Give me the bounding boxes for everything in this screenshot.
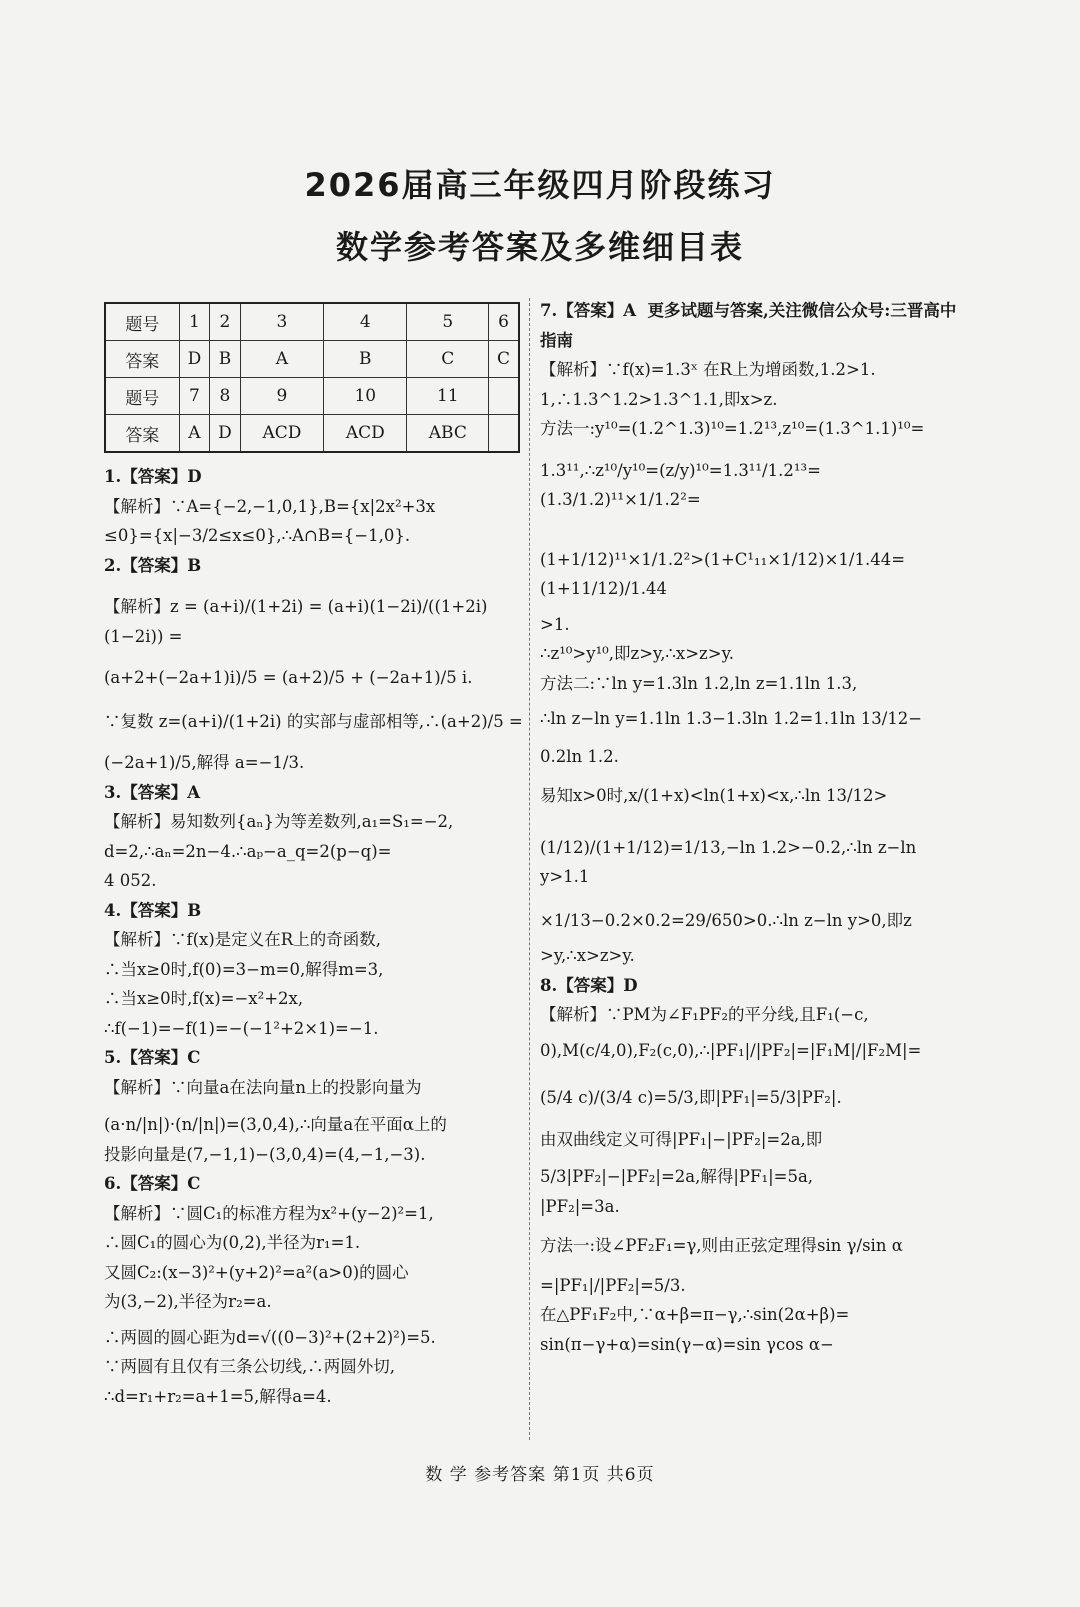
solution-line: ∴ln z−ln y=1.1ln 1.3−1.3ln 1.2=1.1ln 13/12−	[540, 709, 923, 728]
solution-line: ∴z¹⁰>y¹⁰,即z>y,∴x>z>y.	[540, 644, 734, 663]
answer-table-cell: 10	[324, 378, 407, 415]
answer-table-row-header: 答案	[105, 341, 179, 378]
answer-table-cell	[489, 378, 519, 415]
solution-line: (−2a+1)/5,解得 a=−1/3.	[104, 753, 305, 772]
answer-table-cell: A	[179, 415, 210, 453]
solution-line: =|PF₁|/|PF₂|=5/3.	[540, 1275, 686, 1295]
right-column	[540, 296, 970, 1359]
solution-line: 在△PF₁F₂中,∵α+β=π−γ,∴sin(2α+β)=	[540, 1305, 850, 1324]
solution-line: 方法一:设∠PF₂F₁=γ,则由正弦定理得sin γ/sin α	[540, 1236, 903, 1255]
answer-table-cell: C	[407, 341, 489, 378]
solution-line: d=2,∴aₙ=2n−4.∴aₚ−a_q=2(p−q)=	[104, 841, 392, 861]
answer-table-cell: 3	[240, 303, 323, 341]
answer-table	[104, 302, 520, 453]
solution-line: >1.	[540, 614, 570, 634]
question-answer-heading: 5.【答案】C	[104, 1048, 201, 1067]
answer-table-cell: D	[179, 341, 210, 378]
solution-line: 0.2ln 1.2.	[540, 746, 619, 766]
answer-table-cell: B	[324, 341, 407, 378]
answer-table-cell: 1	[179, 303, 210, 341]
answer-table-cell: 11	[407, 378, 489, 415]
answer-table-cell: A	[240, 341, 323, 378]
solution-line: 方法一:y¹⁰=(1.2^1.3)¹⁰=1.2¹³,z¹⁰=(1.3^1.1)¹⁰=	[540, 419, 925, 438]
question-answer-heading: 4.【答案】B	[104, 900, 202, 920]
solution-line: ∵复数 z=(a+i)/(1+2i) 的实部与虚部相等,∴(a+2)/5 =	[104, 711, 523, 731]
solution-line: ∵两圆有且仅有三条公切线,∴两圆外切,	[104, 1357, 395, 1376]
page-title: 2026届高三年级四月阶段练习	[304, 166, 776, 204]
solution-line: 1.3¹¹,∴z¹⁰/y¹⁰=(z/y)¹⁰=1.3¹¹/1.2¹³=(1.3/1.2)¹¹×1/1.2²=	[540, 460, 821, 509]
solution-line: 4 052.	[104, 871, 157, 890]
answer-table-cell: C	[489, 341, 519, 378]
solution-line: |PF₂|=3a.	[540, 1196, 620, 1216]
solution-line: ∴f(−1)=−f(1)=−(−1²+2×1)=−1.	[104, 1018, 379, 1038]
question-answer-heading: 3.【答案】A	[104, 782, 201, 802]
answer-table-cell: B	[210, 341, 241, 378]
solution-line: 由双曲线定义可得|PF₁|−|PF₂|=2a,即	[540, 1129, 823, 1149]
solution-line: ≤0}={x|−3/2≤x≤0},∴A∩B={−1,0}.	[104, 526, 411, 545]
answer-table-cell: 5	[407, 303, 489, 341]
question-answer-heading: 6.【答案】C	[104, 1174, 201, 1193]
answer-table-row-header: 题号	[105, 378, 179, 415]
solution-line: ∴d=r₁+r₂=a+1=5,解得a=4.	[104, 1386, 332, 1406]
solution-line: 【解析】∵f(x)是定义在R上的奇函数,	[104, 930, 381, 949]
answer-table-cell: 6	[489, 303, 519, 341]
solution-line: 0),M(c/4,0),F₂(c,0),∴|PF₁|/|PF₂|=|F₁M|/|F₂M|=	[540, 1040, 922, 1060]
solution-line: ∴当x≥0时,f(0)=3−m=0,解得m=3,	[104, 959, 384, 979]
answer-table-row	[105, 415, 519, 453]
solution-line: ×1/13−0.2×0.2=29/650>0.∴ln z−ln y>0,即z	[540, 910, 912, 930]
question-answer-heading: 1.【答案】D	[104, 467, 202, 486]
solution-line: ∴两圆的圆心距为d=√((0−3)²+(2+2)²)=5.	[104, 1327, 436, 1347]
answer-table-row	[105, 303, 519, 341]
solution-line: 5/3|PF₂|−|PF₂|=2a,解得|PF₁|=5a,	[540, 1167, 814, 1186]
solution-line: 【解析】z = (a+i)/(1+2i) = (a+i)(1−2i)/((1+2i)(1−2i)) =	[104, 597, 488, 646]
solution-line: 【解析】∵圆C₁的标准方程为x²+(y−2)²=1,	[104, 1203, 434, 1223]
question-answer-heading: 8.【答案】D	[540, 975, 638, 995]
question-answer-heading: 2.【答案】B	[104, 555, 202, 575]
solution-line: sin(π−γ+α)=sin(γ−α)=sin γcos α−	[540, 1334, 834, 1354]
solution-line: (1/12)/(1+1/12)=1/13,−ln 1.2>−0.2,∴ln z−ln y>1.1	[540, 837, 922, 886]
solution-line: (a+2+(−2a+1)i)/5 = (a+2)/5 + (−2a+1)/5 i.	[104, 668, 473, 687]
solution-line: 【解析】∵PM为∠F₁PF₂的平分线,且F₁(−c,	[540, 1005, 869, 1024]
solution-line: 【解析】易知数列{aₙ}为等差数列,a₁=S₁=−2,	[104, 812, 454, 831]
answer-table-cell: 9	[240, 378, 323, 415]
answer-table-row-header: 题号	[105, 303, 179, 341]
solution-line: 1,∴1.3^1.2>1.3^1.1,即x>z.	[540, 389, 778, 409]
solution-line: ∴圆C₁的圆心为(0,2),半径为r₁=1.	[104, 1233, 361, 1252]
solution-line: ∴当x≥0时,f(x)=−x²+2x,	[104, 989, 304, 1008]
answer-table-cell: 2	[210, 303, 241, 341]
solution-line: (5/4 c)/(3/4 c)=5/3,即|PF₁|=5/3|PF₂|.	[540, 1088, 842, 1107]
answer-table-cell: 7	[179, 378, 210, 415]
solution-line: (1+1/12)¹¹×1/1.2²>(1+C¹₁₁×1/12)×1/1.44=(1+11/12)/1.44	[540, 549, 906, 598]
answer-table-cell: D	[210, 415, 241, 453]
solution-line: 【解析】∵A={−2,−1,0,1},B={x|2x²+3x	[104, 496, 436, 516]
question-answer-heading: 7.【答案】A 更多试题与答案,关注微信公众号:三晋高中指南	[540, 301, 957, 350]
solution-line: (a·n/|n|)·(n/|n|)=(3,0,4),∴向量a在平面α上的	[104, 1115, 447, 1134]
solution-line: 【解析】∵f(x)=1.3ˣ 在R上为增函数,1.2>1.	[540, 360, 876, 379]
answer-table-cell	[489, 415, 519, 453]
solution-line: 【解析】∵向量a在法向量n上的投影向量为	[104, 1077, 422, 1097]
answer-table-cell: 8	[210, 378, 241, 415]
answer-table-cell: ACD	[324, 415, 407, 453]
solution-line: 又圆C₂:(x−3)²+(y+2)²=a²(a>0)的圆心	[104, 1262, 409, 1282]
answer-table-cell: 4	[324, 303, 407, 341]
solution-line: 方法二:∵ln y=1.3ln 1.2,ln z=1.1ln 1.3,	[540, 673, 858, 693]
solution-line: >y,∴x>z>y.	[540, 946, 635, 965]
page-subtitle: 数学参考答案及多维细目表	[335, 228, 744, 266]
solution-line: 易知x>0时,x/(1+x)<ln(1+x)<x,∴ln 13/12>	[540, 786, 888, 805]
solution-line: 为(3,−2),半径为r₂=a.	[104, 1292, 272, 1311]
answer-table-row	[105, 378, 519, 415]
answer-table-row-header: 答案	[105, 415, 179, 453]
answer-table-cell: ACD	[240, 415, 323, 453]
column-divider	[529, 298, 530, 1440]
answer-table-cell: ABC	[407, 415, 489, 453]
answer-table-row	[105, 341, 519, 378]
solution-line: 投影向量是(7,−1,1)−(3,0,4)=(4,−1,−3).	[104, 1144, 426, 1164]
page-footer: 数 学 参考答案 第1页 共6页	[425, 1465, 655, 1485]
left-column	[104, 462, 524, 1411]
